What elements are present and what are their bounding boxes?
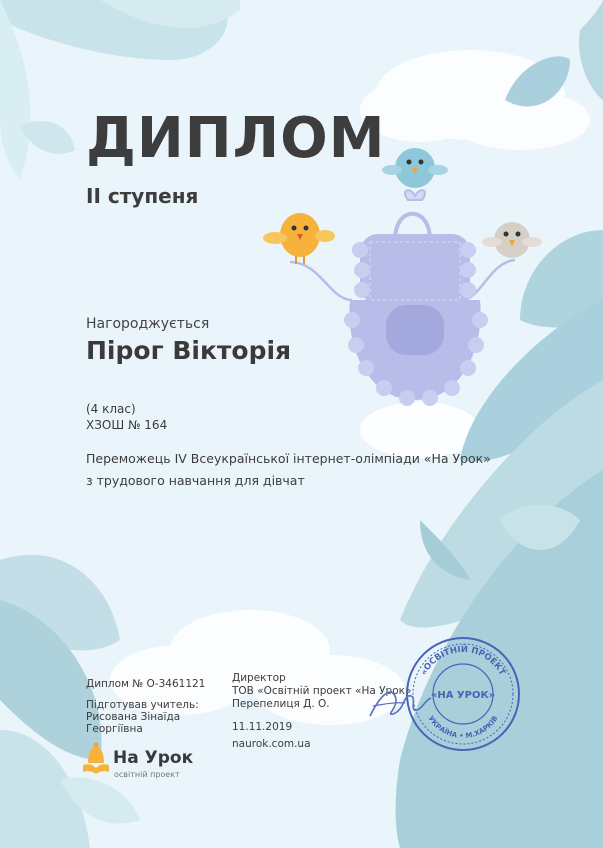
website-link[interactable]: naurok.com.ua bbox=[232, 738, 311, 750]
recipient-grade: (4 клас) bbox=[86, 402, 136, 416]
signature bbox=[365, 676, 435, 726]
description-line-1: Переможець IV Всеукраїнської інтернет-олімпіади «На Урок» bbox=[86, 451, 491, 466]
prepared-by-label: Підготував учитель: bbox=[86, 699, 199, 711]
recipient-name: Пірог Вікторія bbox=[86, 336, 292, 365]
logo-name: На Урок bbox=[113, 748, 194, 768]
svg-text:УКРАЇНА • М.ХАРКІВ bbox=[426, 714, 499, 740]
stamp-top-text: «ОСВІТНІЙ ПРОЕКТ bbox=[418, 644, 508, 678]
diploma-degree: ІІ ступеня bbox=[86, 184, 199, 208]
organization-name: ТОВ «Освітній проект «На Урок» bbox=[232, 685, 412, 697]
grey-bird-illustration bbox=[482, 222, 542, 258]
awarded-label: Нагороджується bbox=[86, 316, 210, 332]
orange-bird-illustration bbox=[263, 213, 335, 264]
issue-date: 11.11.2019 bbox=[232, 721, 293, 733]
diploma-title: ДИПЛОМ bbox=[86, 106, 386, 171]
teacher-name-line-1: Рисована Зінаїда bbox=[86, 711, 181, 723]
diploma-number: Диплом № О-3461121 bbox=[86, 678, 206, 690]
director-name: Перепелиця Д. О. bbox=[232, 698, 330, 710]
logo-subtitle: освітній проект bbox=[114, 770, 180, 779]
stamp-bottom-text: УКРАЇНА • М.ХАРКІВ bbox=[426, 714, 500, 741]
teacher-name-line-2: Георгіївна bbox=[86, 723, 143, 735]
stamp-center-text: «НА УРОК» bbox=[430, 690, 496, 701]
blue-bird-illustration bbox=[382, 148, 448, 188]
bell-book-icon bbox=[82, 741, 110, 775]
recipient-school: ХЗОШ № 164 bbox=[86, 418, 168, 432]
description-line-2: з трудового навчання для дівчат bbox=[86, 473, 305, 488]
director-label: Директор bbox=[232, 672, 286, 684]
